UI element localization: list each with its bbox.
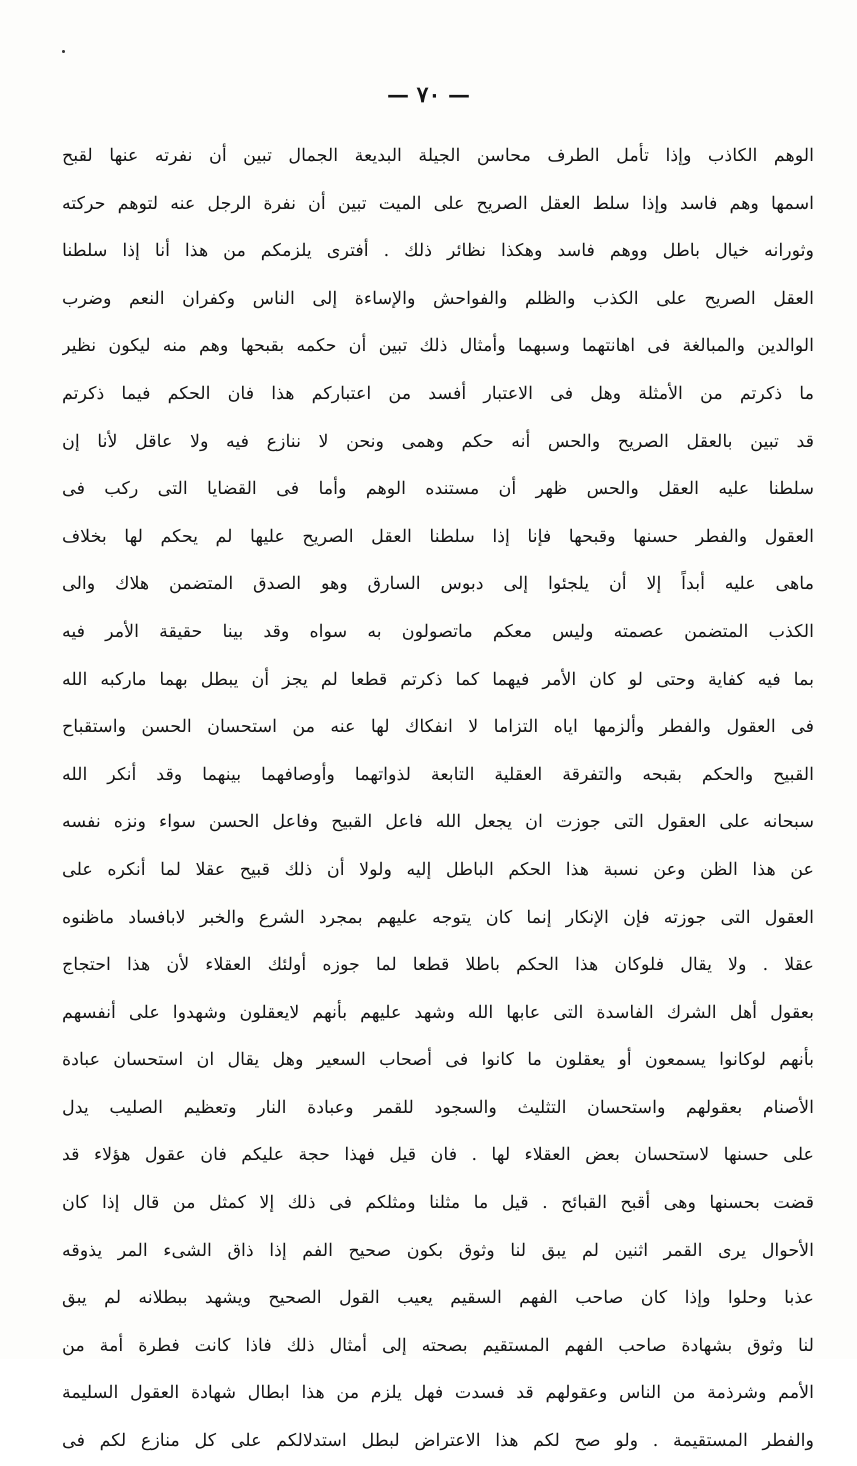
- text-line: بعقول أهل الشرك الفاسدة التى عابها الله وشهد عليهم بأنهم لايعقلون وشهدوا على أنفسهم: [62, 1002, 814, 1023]
- text-line: فى العقول والفطر وألزمها اياه التزاما لا انفكاك لها عنه من استحسان الحسن واستقباح: [62, 717, 814, 738]
- text-line: القبيح والحكم بقبحه والتفرقة العقلية التابعة لذواتهما وأوصافهما بينهما وقد أنكر الله: [62, 764, 814, 785]
- text-line: اسمها وهم فاسد وإذا سلط العقل الصريح على الميت تبين أن نفرة الرجل عنه لتوهم حركته: [62, 193, 814, 214]
- text-line: سبحانه على العقول التى جوزت ان يجعل الله فاعل القبيح وفاعل الحسن سواء ونزه نفسه: [62, 812, 814, 833]
- text-line: لنا وثوق بشهادة صاحب الفهم المستقيم بصحته إلى أمثال ذلك فاذا كانت فطرة أمة من: [62, 1335, 814, 1356]
- text-line: العقول التى جوزته فإن الإنكار إنما كان يتوجه عليهم بمجرد الشرع والخبر لابافساد ماظنوه: [62, 907, 814, 928]
- text-line: الأمم وشرذمة من الناس وعقولهم قد فسدت فهل يلزم من هذا ابطال شهادة العقول السليمة: [62, 1383, 814, 1404]
- text-line: عذبا وحلوا وإذا كان صاحب الفهم السقيم يعيب القول الصحيح ويشهد ببطلانه لم يبق: [62, 1288, 814, 1309]
- text-line: قد تبين بالعقل الصريح والحس أنه حكم وهمى ونحن لا ننازع فيه ولا عاقل لأنا إن: [62, 431, 814, 452]
- page-number: — ٧٠ —: [387, 82, 470, 108]
- text-line: العقل الصريح على الكذب والظلم والفواحش والإساءة إلى الناس وكفران النعم وضرب: [62, 288, 814, 309]
- text-line: ماهى عليه أبداً إلا أن يلجئوا إلى دبوس السارق وهو الصدق المتضمن هلاك والى: [62, 574, 814, 595]
- text-line: الأحوال يرى القمر اثنين لم يبق لنا وثوق بكون صحيح الفم إذا ذاق الشىء المر يذوقه: [62, 1240, 814, 1261]
- text-line: على حسنها لاستحسان بعض العقلاء لها . فان قيل فهذا حجة عليكم فان عقول هؤلاء قد: [62, 1145, 814, 1166]
- text-line: سلطنا عليه العقل والحس ظهر أن مستنده الوهم وأما فى القضايا التى ركب فى: [62, 479, 814, 500]
- text-line: الوهم الكاذب وإذا تأمل الطرف محاسن الجيلة البديعة الجمال تبين أن نفرته عنها لقبح: [62, 146, 814, 166]
- text-line: والفطر المستقيمة . ولو صح لكم هذا الاعتراض لبطل استدلالكم على كل منازع لكم فى: [62, 1431, 814, 1452]
- text-line: عقلا . ولا يقال فلوكان هذا الحكم باطلا قطعا لما جوزه أولئك العقلاء لأن هذا احتجاج: [62, 955, 814, 976]
- text-line: الكذب المتضمن عصمته وليس معكم ماتصولون به سواه وقد بينا حقيقة الأمر فيه: [62, 621, 814, 642]
- ink-speck: [62, 50, 65, 53]
- body-text: [62, 133, 814, 1466]
- text-line: عن هذا الظن وعن نسبة هذا الحكم الباطل إليه ولولا أن ذلك قبيح عقلا لما أنكره على: [62, 859, 814, 880]
- text-line: وثورانه خيال باطل ووهم فاسد وهكذا نظائر ذلك . أفترى يلزمكم من هذا أنا إذا سلطنا: [62, 241, 814, 262]
- text-line: ما ذكرتم من الأمثلة وهل فى الاعتبار أفسد من اعتباركم هذا فان الحكم فيما ذكرتم: [62, 383, 814, 404]
- text-line: قضت بحسنها وهى أقبح القبائح . قيل ما مثلنا ومثلكم فى ذلك إلا كمثل من قال إذا كان: [62, 1193, 814, 1214]
- text-line: الوالدين والمبالغة فى اهانتهما وسبهما وأمثال ذلك تبين أن حكمه بقبحها وهم منه ليكون نظير: [62, 336, 814, 357]
- text-line: بما فيه كفاية وحتى لو كان الأمر فيهما كما ذكرتم قطعا لم يجز أن يبطل بهما ماركبه الله: [62, 669, 814, 690]
- text-line: الأصنام بعقولهم واستحسان التثليث والسجود للقمر وعبادة النار وتعظيم الصليب يدل: [62, 1097, 814, 1118]
- text-line: بأنهم لوكانوا يسمعون أو يعقلون ما كانوا فى أصحاب السعير وهل يقال ان استحسان عبادة: [62, 1050, 814, 1071]
- text-line: العقول والفطر حسنها وقبحها فإنا إذا سلطنا العقل الصريح عليها لم يحكم لها بخلاف: [62, 526, 814, 547]
